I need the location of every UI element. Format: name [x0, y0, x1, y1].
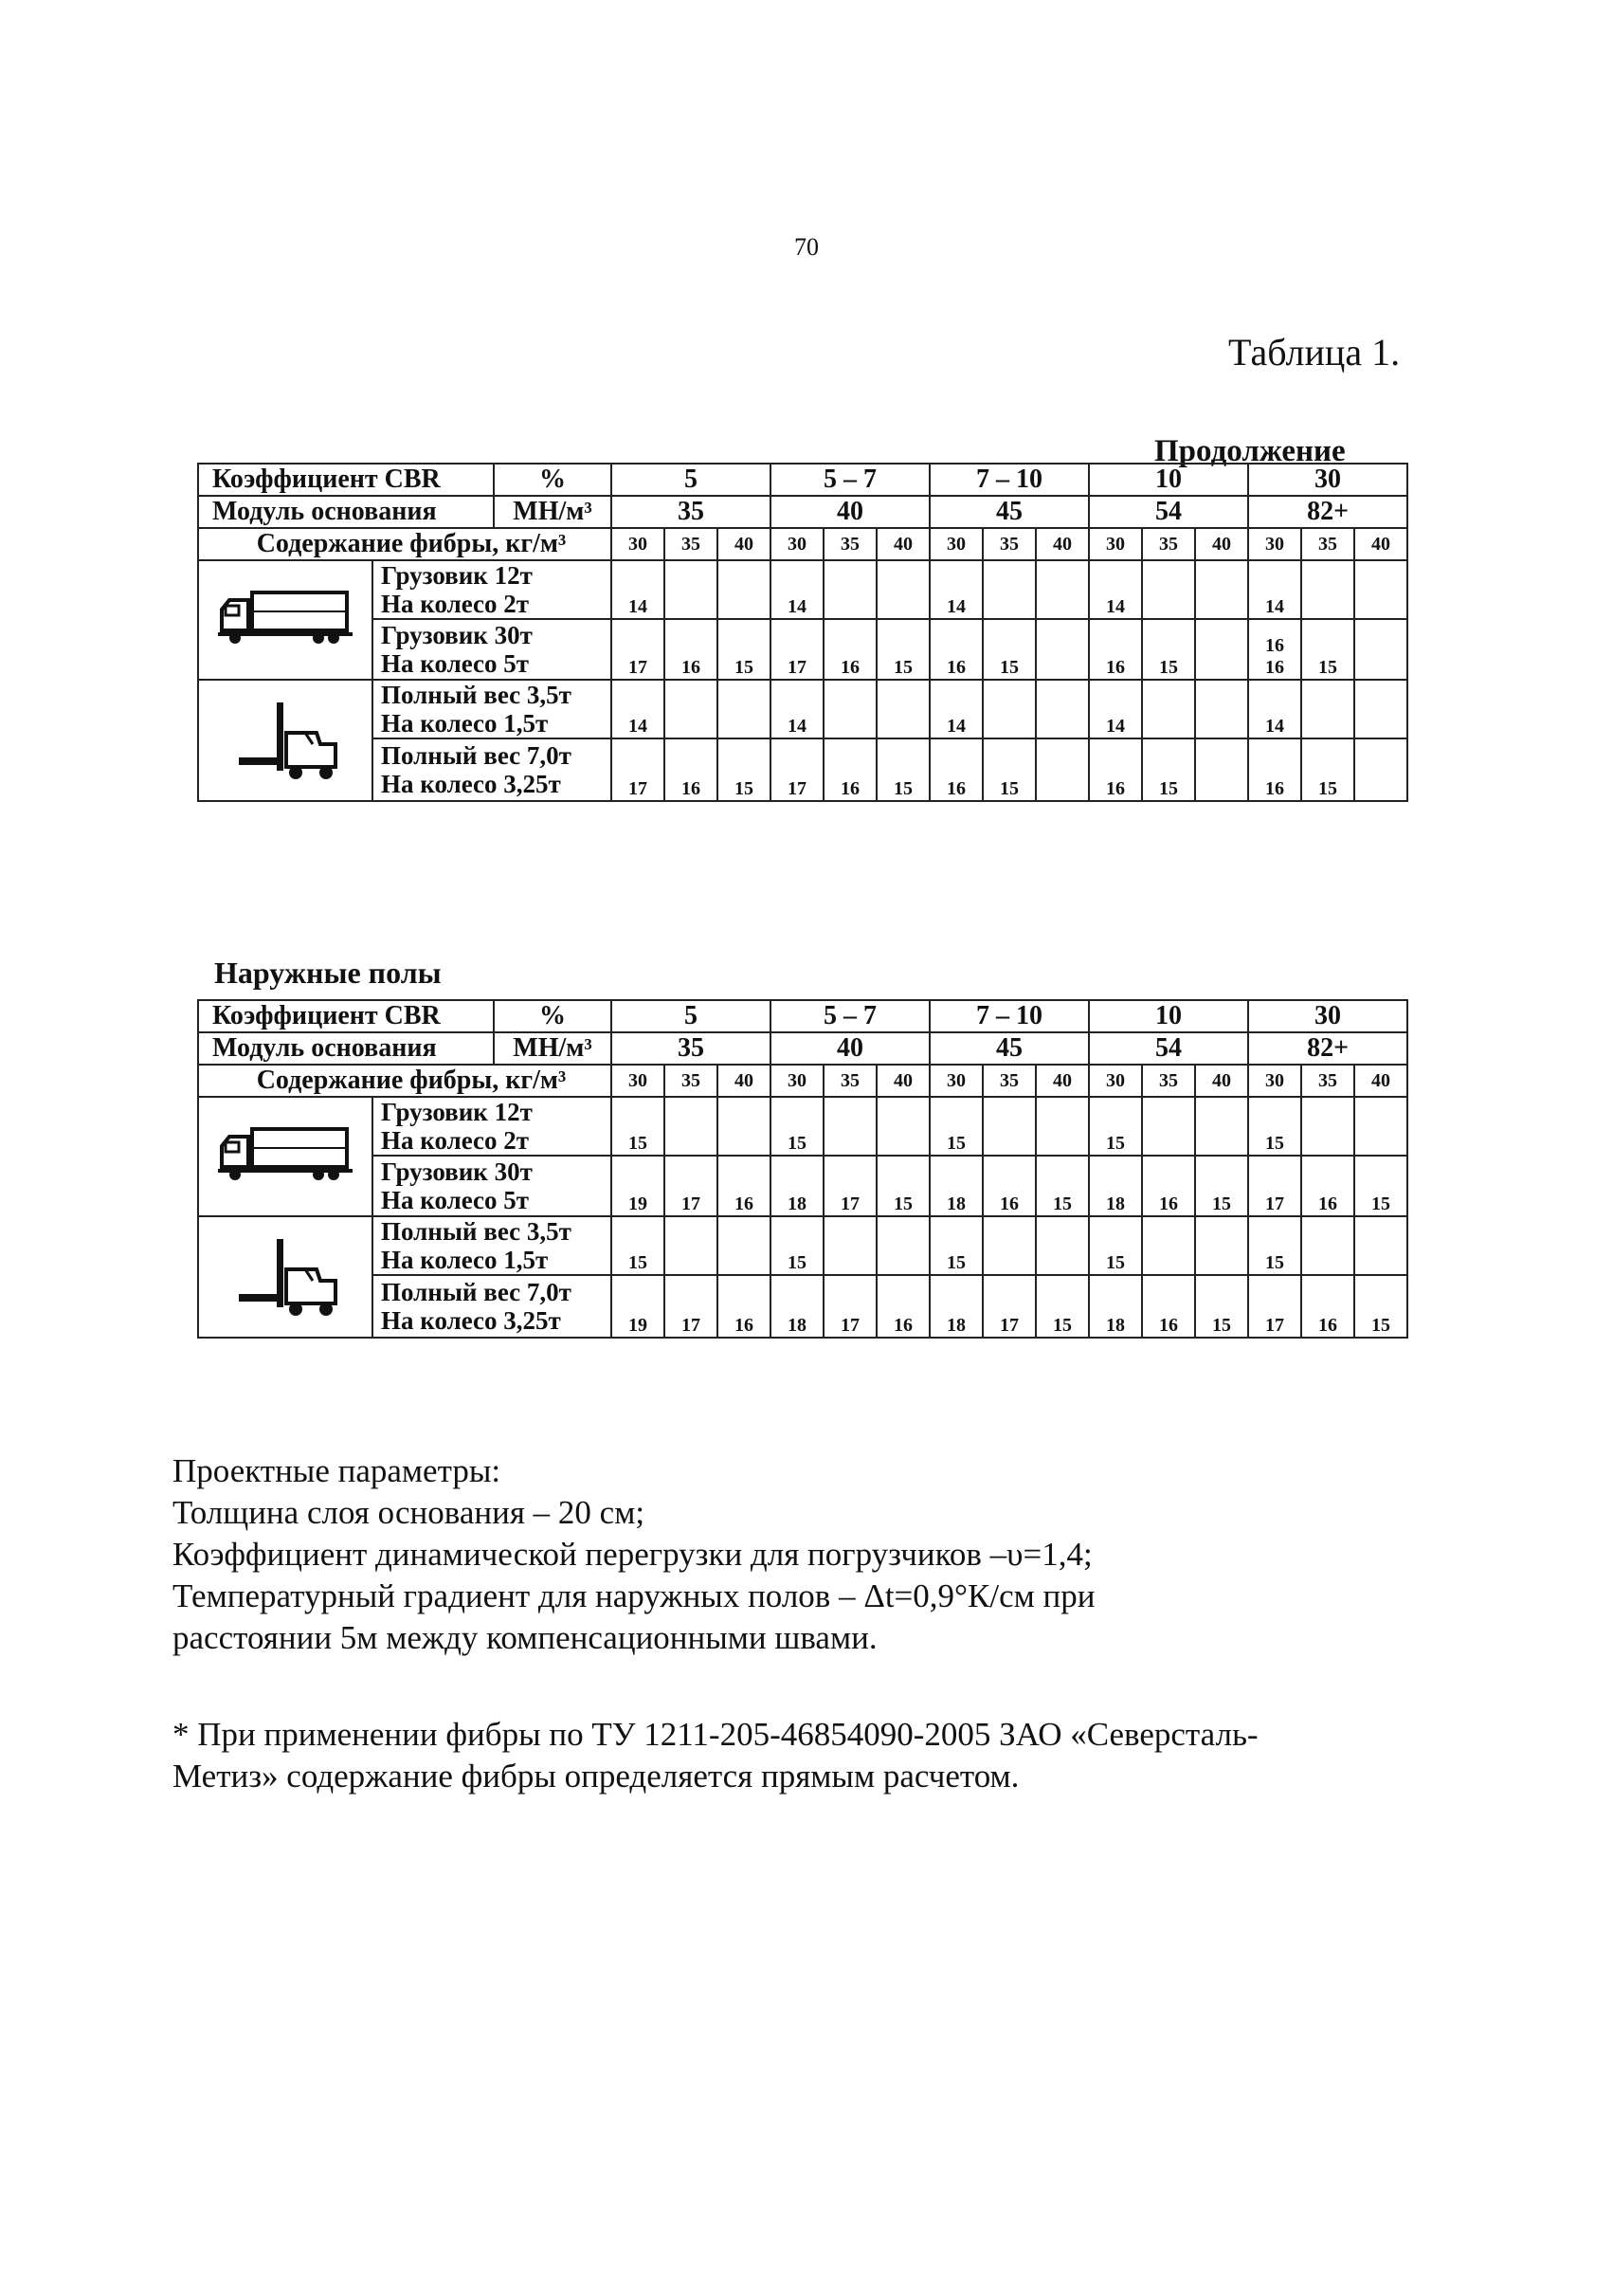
- table-cell: 15: [1248, 1097, 1301, 1156]
- table-cell: [1142, 560, 1195, 619]
- fiber-level: 35: [664, 1065, 717, 1097]
- table-cell: [717, 560, 770, 619]
- fiber-level: 30: [1248, 528, 1301, 560]
- table-cell: 15: [983, 738, 1036, 801]
- load-line: На колесо 5т: [381, 649, 530, 678]
- table-cell: 16: [1142, 1275, 1195, 1338]
- table-cell: 19: [611, 1156, 664, 1216]
- modulus-group: 54: [1089, 1032, 1248, 1065]
- table-cell: [1036, 738, 1089, 801]
- table-cell: 15: [717, 619, 770, 680]
- table-cell: 16: [930, 738, 983, 801]
- fiber-level: 35: [983, 1065, 1036, 1097]
- truck-icon-cell: [198, 560, 372, 680]
- table-cell: 15: [1301, 738, 1354, 801]
- load-line: На колесо 3,25т: [381, 770, 561, 798]
- table-cell: 16: [824, 738, 877, 801]
- table-cell: 16: [717, 1275, 770, 1338]
- cbr-group: 5: [611, 464, 770, 496]
- table-cell: [1354, 680, 1407, 738]
- table-cell: [1036, 1097, 1089, 1156]
- table-cell: [1036, 619, 1089, 680]
- fiber-level: 40: [1354, 528, 1407, 560]
- table-cell: 15: [611, 1097, 664, 1156]
- fiber-level: 30: [1089, 528, 1142, 560]
- load-line: Полный вес 7,0т: [381, 741, 571, 770]
- table-cell: [877, 1097, 930, 1156]
- table-cell: 16: [930, 619, 983, 680]
- table-cell: 14: [611, 560, 664, 619]
- forklift-icon-cell: [198, 680, 372, 801]
- table-cell: 16: [824, 619, 877, 680]
- fiber-level: 40: [1195, 528, 1248, 560]
- table-cell: [877, 560, 930, 619]
- table-cell: 14: [770, 560, 824, 619]
- table-cell: 15: [1354, 1156, 1407, 1216]
- load-line: На колесо 1,5т: [381, 1246, 549, 1274]
- fiber-level: 30: [770, 528, 824, 560]
- table-cell: [1354, 1216, 1407, 1275]
- table-cell: 17: [664, 1275, 717, 1338]
- modulus-group: 35: [611, 496, 770, 528]
- table-cell: [877, 1216, 930, 1275]
- fiber-level: 35: [664, 528, 717, 560]
- table-cell: 17: [611, 738, 664, 801]
- table-cell: 15: [717, 738, 770, 801]
- modulus-label: Модуль основания: [198, 496, 494, 528]
- table-cell: [1354, 1097, 1407, 1156]
- table-cell: [1142, 1097, 1195, 1156]
- table-cell: [1036, 680, 1089, 738]
- truck-icon-cell: [198, 1097, 372, 1216]
- table-cell: [664, 1097, 717, 1156]
- table-cell: 14: [930, 560, 983, 619]
- page-number: 70: [794, 233, 819, 261]
- footnote-line: * При применении фибры по ТУ 1211-205-46854090-2005 ЗАО «Северсталь-: [172, 1716, 1259, 1753]
- fiber-level: 40: [717, 528, 770, 560]
- fiber-content-label: Содержание фибры, кг/м³: [198, 528, 611, 560]
- modulus-group: 82+: [1248, 496, 1407, 528]
- cbr-unit: %: [494, 1000, 611, 1032]
- table-cell: 15: [877, 1156, 930, 1216]
- table-cell: [1142, 680, 1195, 738]
- table-cell: [1354, 560, 1407, 619]
- table-cell: [983, 560, 1036, 619]
- table-cell: [1036, 560, 1089, 619]
- continuation-label: Продолжение: [1154, 434, 1346, 468]
- table-cell: 19: [611, 1275, 664, 1338]
- table-cell: [664, 560, 717, 619]
- fiber-level: 30: [770, 1065, 824, 1097]
- fiber-level: 30: [1089, 1065, 1142, 1097]
- fiber-level: 30: [611, 528, 664, 560]
- table-cell: [1301, 560, 1354, 619]
- table-cell: 15: [1354, 1275, 1407, 1338]
- table-cell: [717, 680, 770, 738]
- fiber-level: 35: [824, 1065, 877, 1097]
- modulus-group: 35: [611, 1032, 770, 1065]
- table-cell: 15: [1248, 1216, 1301, 1275]
- table-cell: [1301, 1216, 1354, 1275]
- table-cell: 16: [1301, 1275, 1354, 1338]
- table-cell: 14: [930, 680, 983, 738]
- fiber-table-1: [197, 463, 1408, 802]
- table-cell: 15: [877, 619, 930, 680]
- modulus-unit: МН/м³: [494, 1032, 611, 1065]
- modulus-group: 45: [930, 1032, 1089, 1065]
- table-cell: [983, 1216, 1036, 1275]
- table-cell: 17: [770, 738, 824, 801]
- cbr-group: 7 – 10: [930, 1000, 1089, 1032]
- table-cell: 15: [930, 1097, 983, 1156]
- cbr-group: 30: [1248, 1000, 1407, 1032]
- fiber-table-2: [197, 999, 1408, 1339]
- params-line: расстоянии 5м между компенсационными швами.: [172, 1619, 878, 1656]
- fiber-level: 35: [1301, 528, 1354, 560]
- load-line: Грузовик 30т: [381, 1157, 533, 1186]
- table-cell: 17: [1248, 1156, 1301, 1216]
- table-cell: 15: [930, 1216, 983, 1275]
- fiber-level: 30: [611, 1065, 664, 1097]
- load-line: На колесо 5т: [381, 1186, 530, 1214]
- table-cell: [664, 680, 717, 738]
- table-cell: 18: [1089, 1275, 1142, 1338]
- cbr-group: 30: [1248, 464, 1407, 496]
- truck-icon: [214, 1121, 356, 1188]
- table-cell: 17: [824, 1156, 877, 1216]
- table-cell: [1036, 1216, 1089, 1275]
- fiber-level: 40: [877, 1065, 930, 1097]
- cbr-group: 5 – 7: [770, 1000, 930, 1032]
- cbr-group: 5: [611, 1000, 770, 1032]
- cbr-unit: %: [494, 464, 611, 496]
- fiber-level: 40: [717, 1065, 770, 1097]
- table-cell: [824, 1097, 877, 1156]
- table-cell: 17: [664, 1156, 717, 1216]
- table-cell: [824, 560, 877, 619]
- fiber-level: 35: [1301, 1065, 1354, 1097]
- params-line: Коэффициент динамической перегрузки для погрузчиков –υ=1,4;: [172, 1536, 1093, 1573]
- table-cell: 18: [770, 1275, 824, 1338]
- table-cell: [1195, 1216, 1248, 1275]
- table-cell: 14: [1089, 560, 1142, 619]
- forklift-icon: [214, 1228, 356, 1322]
- fiber-level: 35: [824, 528, 877, 560]
- table-cell: [1195, 738, 1248, 801]
- table-cell: 17: [1248, 1275, 1301, 1338]
- table-cell: 16: [1142, 1156, 1195, 1216]
- table-cell: 16: [1089, 619, 1142, 680]
- table-cell: 17: [983, 1275, 1036, 1338]
- load-line: На колесо 1,5т: [381, 709, 549, 738]
- table-cell: 15: [770, 1097, 824, 1156]
- table-cell: 16: [983, 1156, 1036, 1216]
- load-description: [372, 680, 611, 738]
- load-description: [372, 619, 611, 680]
- table-cell: 14: [770, 680, 824, 738]
- modulus-label: Модуль основания: [198, 1032, 494, 1065]
- cbr-group: 7 – 10: [930, 464, 1089, 496]
- cbr-group: 10: [1089, 464, 1248, 496]
- table-cell: 16: [1089, 738, 1142, 801]
- table-cell: 14: [1248, 680, 1301, 738]
- table-cell: 15: [1301, 619, 1354, 680]
- table-cell: [664, 1216, 717, 1275]
- fiber-level: 30: [930, 1065, 983, 1097]
- table-cell: 15: [1195, 1275, 1248, 1338]
- table-cell: 16: [664, 619, 717, 680]
- table-cell: [983, 1097, 1036, 1156]
- table-cell: 15: [1089, 1216, 1142, 1275]
- table-cell: 16: [664, 738, 717, 801]
- table-cell: 15: [1036, 1275, 1089, 1338]
- table-cell: 18: [770, 1156, 824, 1216]
- load-line: Полный вес 3,5т: [381, 1217, 571, 1246]
- fiber-level: 35: [1142, 528, 1195, 560]
- forklift-icon-cell: [198, 1216, 372, 1338]
- table-cell: 14: [1089, 680, 1142, 738]
- load-description: [372, 1156, 611, 1216]
- table-cell: 15: [983, 619, 1036, 680]
- modulus-unit: МН/м³: [494, 496, 611, 528]
- load-line: На колесо 2т: [381, 590, 530, 618]
- modulus-group: 40: [770, 496, 930, 528]
- table-title: Таблица 1.: [1228, 331, 1401, 374]
- params-line: Температурный градиент для наружных полов – Δt=0,9°К/см при: [172, 1577, 1096, 1614]
- table-cell: 15: [1142, 738, 1195, 801]
- params-line: Толщина слоя основания – 20 см;: [172, 1494, 645, 1531]
- table-cell: 16: [1248, 738, 1301, 801]
- fiber-level: 40: [1036, 528, 1089, 560]
- cbr-label: Коэффициент CBR: [198, 1000, 494, 1032]
- table-cell: 15: [877, 738, 930, 801]
- load-line: Грузовик 12т: [381, 561, 533, 590]
- load-line: Грузовик 30т: [381, 621, 533, 649]
- modulus-group: 45: [930, 496, 1089, 528]
- table-cell: [1142, 1216, 1195, 1275]
- fiber-content-label: Содержание фибры, кг/м³: [198, 1065, 611, 1097]
- fiber-level: 35: [1142, 1065, 1195, 1097]
- modulus-group: 82+: [1248, 1032, 1407, 1065]
- section-title-outdoor: Наружные полы: [214, 956, 442, 990]
- load-description: [372, 1216, 611, 1275]
- load-line: Грузовик 12т: [381, 1098, 533, 1126]
- load-description: [372, 560, 611, 619]
- load-line: Полный вес 3,5т: [381, 681, 571, 709]
- table-cell: 18: [930, 1156, 983, 1216]
- modulus-group: 54: [1089, 496, 1248, 528]
- table-cell: [717, 1216, 770, 1275]
- fiber-level: 30: [1248, 1065, 1301, 1097]
- footnote-line: Метиз» содержание фибры определяется прямым расчетом.: [172, 1758, 1020, 1795]
- load-description: [372, 1275, 611, 1338]
- table-cell: 17: [770, 619, 824, 680]
- load-line: На колесо 3,25т: [381, 1306, 561, 1335]
- load-line: Полный вес 7,0т: [381, 1278, 571, 1306]
- table-cell: [1354, 619, 1407, 680]
- table-cell: 15: [1089, 1097, 1142, 1156]
- cbr-group: 5 – 7: [770, 464, 930, 496]
- table-cell: [1195, 619, 1248, 680]
- table-cell: 15: [770, 1216, 824, 1275]
- table-cell: 15: [1036, 1156, 1089, 1216]
- forklift-icon: [214, 691, 356, 786]
- fiber-level: 40: [1036, 1065, 1089, 1097]
- table-cell: [1195, 680, 1248, 738]
- fiber-level: 35: [983, 528, 1036, 560]
- fiber-level: 30: [930, 528, 983, 560]
- table-cell: [877, 680, 930, 738]
- load-line: На колесо 2т: [381, 1126, 530, 1155]
- table-cell: [1354, 738, 1407, 801]
- table-cell: 16: [877, 1275, 930, 1338]
- design-parameters: [172, 1450, 1499, 1659]
- table-cell: [1195, 1097, 1248, 1156]
- table-cell: 16: [717, 1156, 770, 1216]
- fiber-level: 40: [1354, 1065, 1407, 1097]
- table-cell: [1195, 560, 1248, 619]
- table-cell: 16: [1301, 1156, 1354, 1216]
- load-description: [372, 1097, 611, 1156]
- fiber-level: 40: [877, 528, 930, 560]
- params-heading: Проектные параметры:: [172, 1452, 501, 1489]
- table-cell: 15: [1142, 619, 1195, 680]
- table-cell: [717, 1097, 770, 1156]
- table-cell: 14: [611, 680, 664, 738]
- table-cell: 17: [611, 619, 664, 680]
- table-cell: 17: [824, 1275, 877, 1338]
- modulus-group: 40: [770, 1032, 930, 1065]
- table-cell: [1301, 1097, 1354, 1156]
- fiber-level: 40: [1195, 1065, 1248, 1097]
- footnote: [172, 1714, 1461, 1797]
- table-cell: 15: [1195, 1156, 1248, 1216]
- table-cell: 18: [930, 1275, 983, 1338]
- cbr-label: Коэффициент CBR: [198, 464, 494, 496]
- table-cell: [824, 680, 877, 738]
- load-description: [372, 738, 611, 801]
- table-cell: 14: [1248, 560, 1301, 619]
- table-cell: [1301, 680, 1354, 738]
- table-cell: [983, 680, 1036, 738]
- cbr-group: 10: [1089, 1000, 1248, 1032]
- table-cell: 16 16: [1248, 619, 1301, 680]
- table-cell: 15: [611, 1216, 664, 1275]
- truck-icon: [214, 585, 356, 651]
- table-cell: [824, 1216, 877, 1275]
- table-cell: 18: [1089, 1156, 1142, 1216]
